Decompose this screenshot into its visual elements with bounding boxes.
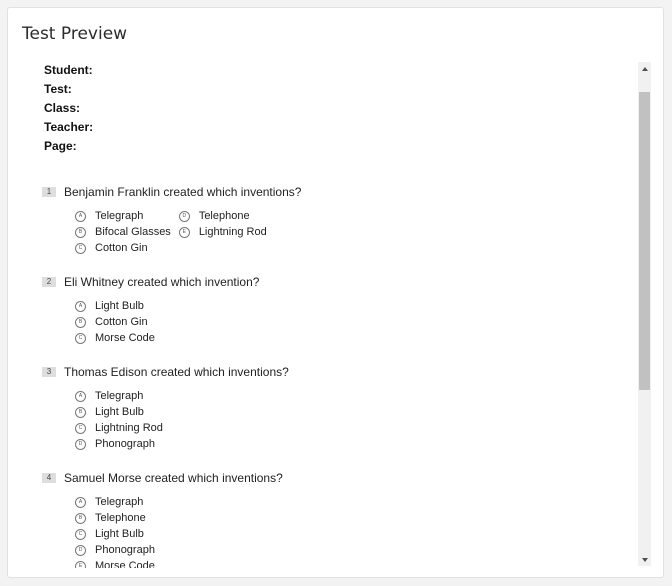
answer-label: Lightning Rod [95, 422, 163, 434]
answer-bubble-icon[interactable]: A [75, 497, 86, 508]
answer-choice[interactable] [75, 420, 163, 436]
answer-bubble-icon[interactable]: C [75, 243, 86, 254]
answer-choice[interactable] [75, 330, 155, 346]
answer-label: Bifocal Glasses [95, 226, 171, 238]
answer-bubble-icon[interactable]: E [75, 561, 86, 569]
answer-choice[interactable] [75, 436, 163, 452]
answer-choice[interactable] [75, 542, 155, 558]
answer-choices [75, 208, 622, 256]
question-number-badge: 4 [42, 473, 56, 483]
question-text: Eli Whitney created which invention? [64, 275, 260, 289]
answer-bubble-icon[interactable]: C [75, 529, 86, 540]
answer-label: Light Bulb [95, 528, 144, 540]
answer-bubble-icon[interactable]: C [75, 333, 86, 344]
answer-choices [75, 388, 622, 452]
answer-bubble-icon[interactable]: A [75, 391, 86, 402]
answer-label: Lightning Rod [198, 226, 267, 238]
question-number-badge: 3 [42, 367, 56, 377]
answer-label: Light Bulb [95, 300, 144, 312]
answer-label: Telegraph [95, 390, 144, 402]
answer-bubble-icon[interactable]: B [75, 227, 86, 238]
question-text: Samuel Morse created which inventions? [64, 471, 283, 485]
answer-bubble-icon[interactable]: D [75, 439, 86, 450]
question-header [42, 272, 622, 292]
class-label: Class: [44, 101, 81, 115]
answer-choice[interactable] [179, 224, 267, 240]
answer-choice[interactable] [75, 240, 171, 256]
student-label: Student: [44, 63, 93, 77]
answer-bubble-icon[interactable]: A [75, 211, 86, 222]
vertical-scrollbar[interactable] [638, 62, 651, 566]
answer-choice[interactable] [75, 298, 155, 314]
question-item [42, 362, 622, 452]
answer-choices [75, 494, 622, 568]
question-header [42, 468, 622, 488]
answer-bubble-icon[interactable]: E [179, 227, 190, 238]
question-header [42, 182, 622, 202]
answer-label: Phonograph [95, 544, 155, 556]
question-list [42, 182, 622, 568]
page-label: Page: [44, 139, 77, 153]
answer-label: Telephone [198, 210, 250, 222]
answer-choice[interactable] [75, 526, 155, 542]
question-text: Benjamin Franklin created which inventions? [64, 185, 302, 199]
teacher-label: Teacher: [44, 120, 94, 134]
answer-label: Telegraph [95, 210, 144, 222]
answer-bubble-icon[interactable]: B [75, 407, 86, 418]
answer-choice[interactable] [75, 558, 155, 568]
answer-bubble-icon[interactable]: B [75, 513, 86, 524]
answer-choice[interactable] [75, 510, 155, 526]
question-header [42, 362, 622, 382]
answer-choice[interactable] [75, 404, 163, 420]
answer-choice[interactable] [75, 208, 171, 224]
answer-label: Light Bulb [95, 406, 144, 418]
scroll-up-icon[interactable] [638, 62, 651, 75]
test-label: Test: [44, 82, 72, 96]
panel-title: Test Preview [22, 24, 128, 44]
answer-choice[interactable] [75, 494, 155, 510]
answer-label: Phonograph [95, 438, 155, 450]
answer-choice[interactable] [179, 208, 267, 224]
test-preview-panel [7, 7, 664, 578]
answer-label: Telephone [95, 512, 146, 524]
question-item [42, 182, 622, 256]
answer-bubble-icon[interactable]: B [75, 317, 86, 328]
question-number-badge: 2 [42, 277, 56, 287]
answer-bubble-icon[interactable]: C [75, 423, 86, 434]
answer-bubble-icon[interactable]: D [75, 545, 86, 556]
scrollbar-thumb[interactable] [639, 92, 650, 390]
answer-bubble-icon[interactable]: D [179, 211, 190, 222]
answer-bubble-icon[interactable]: A [75, 301, 86, 312]
scroll-down-icon[interactable] [638, 553, 651, 566]
answer-choice[interactable] [75, 388, 163, 404]
answer-choice[interactable] [75, 314, 155, 330]
test-header-info [44, 61, 93, 156]
question-item [42, 468, 622, 568]
answer-label: Cotton Gin [95, 242, 148, 254]
answer-label: Cotton Gin [95, 316, 148, 328]
answer-label: Telegraph [95, 496, 144, 508]
question-item [42, 272, 622, 346]
question-number-badge: 1 [42, 187, 56, 197]
answer-choice[interactable] [75, 224, 171, 240]
preview-viewport[interactable] [22, 60, 636, 568]
answer-label: Morse Code [95, 560, 155, 568]
answer-choices [75, 298, 622, 346]
question-text: Thomas Edison created which inventions? [64, 365, 289, 379]
answer-label: Morse Code [95, 332, 155, 344]
